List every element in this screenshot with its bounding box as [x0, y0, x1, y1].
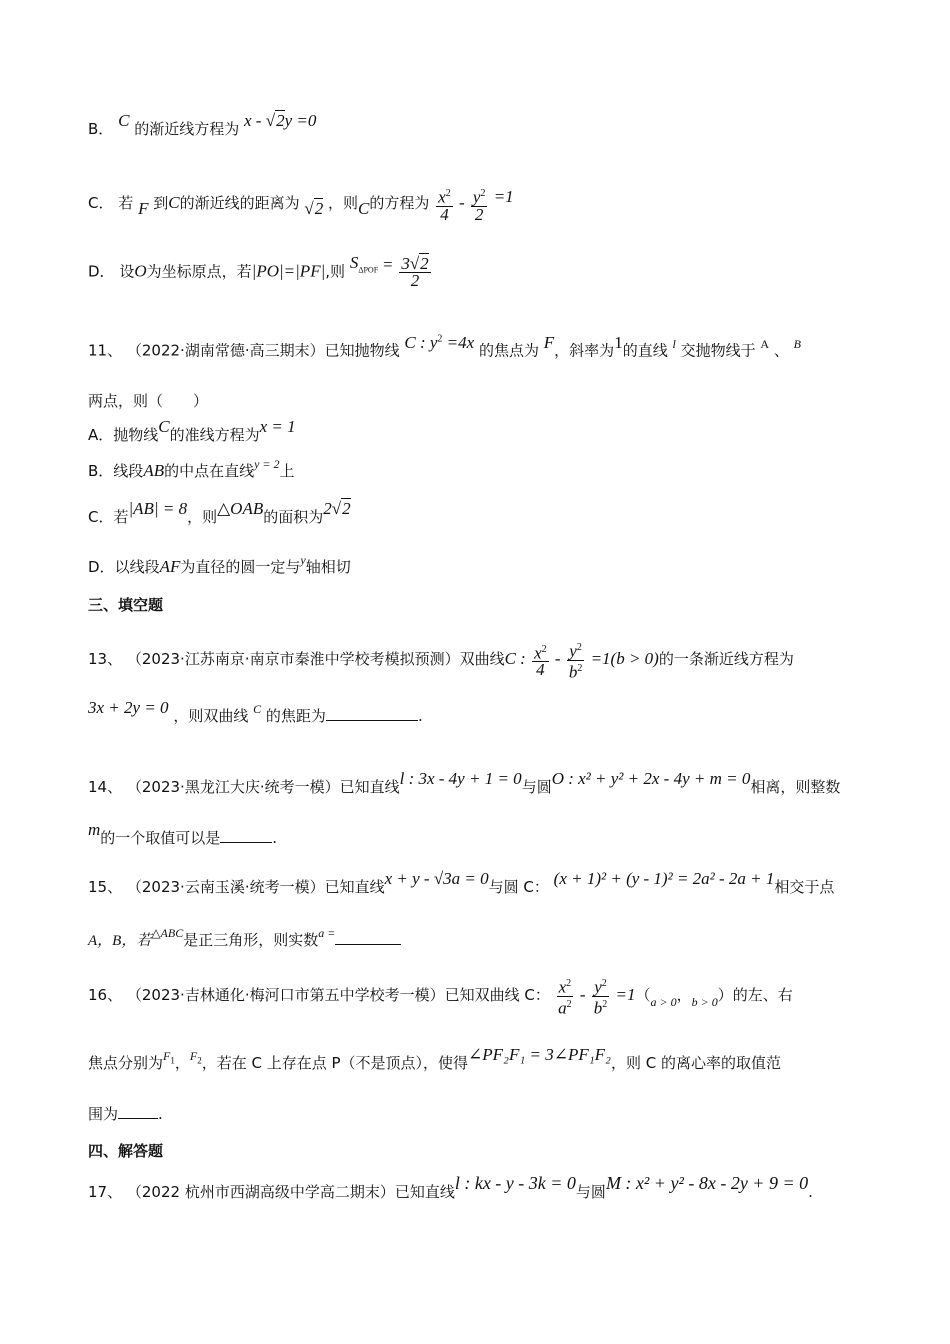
q10-option-d: D． 设O为坐标原点，若|PO|=|PF|,则 $S_{\Delta POF}$ = $\frac{3√2}{2}$: [88, 256, 433, 290]
q16-stem: 16、 （2023·吉林通化·梅河口市第五中学校考一模）已知双曲线 C： $\frac{x^2}{a^2}$ - $\frac{y^2}{b^2}$ $=1(_{a > 0}$，$_{b > 0}$）的左、右: [88, 977, 793, 1018]
q11-option-d: D．以线段AF为直径的圆一定与$^y$轴相切: [88, 553, 351, 576]
q10-option-b: B． C 的渐近线方程为 x - √2y =0: [88, 111, 317, 138]
q16-stem-cont2: 围为 .: [88, 1102, 163, 1125]
q11-option-a: A．抛物线C的准线方程为x = 1: [88, 417, 296, 444]
q13-answer-blank[interactable]: [326, 704, 418, 721]
q14-stem: 14、 （2023·黑龙江大庆·统考一模）已知直线l : 3x - 4y + 1 = 0与圆O : x² + y² + 2x - 4y + m = 0相离，则整数: [88, 769, 841, 796]
q16-stem-cont: 焦点分别为$^{F_1}$，$^{F_2}$，若在 C 上存在点 P（不是顶点），使得∠PF₂F₁ = 3∠PF₁F₂，则 C 的离心率的取值范: [88, 1045, 781, 1072]
q13-stem: 13、 （2023·江苏南京·南京市秦淮中学校考模拟预测）双曲线C : $\frac{x^2}{4}$ - $\frac{y^2}{b^2}$ =1(b > 0)的一条渐近线方程为: [88, 641, 794, 682]
q14-answer-blank[interactable]: [220, 826, 272, 843]
q13-hyperbola-eq: C : $\frac{x^2}{4}$ - $\frac{y^2}{b^2}$ =1(b > 0): [504, 641, 659, 682]
q15-answer-blank[interactable]: [335, 928, 401, 945]
q13-stem-cont: 3x + 2y = 0 ，则双曲线 $^C$ 的焦距为 .: [88, 698, 423, 725]
q14-stem-cont: m的一个取值可以是 .: [88, 820, 278, 847]
q11-stem: 11、 （2022·湖南常德·高三期末）已知抛物线 C : $y^2 =4x$ 的焦点为 F，斜率为1的直线 $^l$ 交抛物线于 $^A$ 、 $^B$: [88, 332, 801, 360]
q11-stem-cont: 两点，则（ ）: [88, 392, 209, 410]
q16-answer-blank[interactable]: [118, 1102, 158, 1119]
q15-stem-cont: A，B，若$^{\triangle ABC}$是正三角形，则实数$^{a =}$: [88, 928, 401, 952]
q10-c-equation: $\frac{x^2}{4}$ - $\frac{y^2}{2}$ =1: [438, 187, 514, 224]
q10-d-area-value: $\frac{3√2}{2}$: [401, 254, 429, 290]
q11-option-c: C．若|AB| = 8，则△OAB的面积为2√2: [88, 499, 351, 526]
q11-option-b: B．线段AB的中点在直线$^{y = 2}$上: [88, 457, 295, 480]
q15-stem: 15、 （2023·云南玉溪·统考一模）已知直线x + y - √3a = 0与圆 C： (x + 1)² + (y - 1)² = 2a² - 2a + 1相交于点: [88, 869, 835, 896]
section-answer-heading: 四、解答题: [88, 1142, 164, 1160]
q10-b-equation: x - √2y =0: [244, 111, 317, 130]
q17-stem: 17、 （2022 杭州市西湖高级中学高二期末）已知直线l : kx - y - 3k = 0与圆M : x² + y² - 8x - 2y + 9 = 0.: [88, 1173, 813, 1201]
q16-hyperbola-eq: $\frac{x^2}{a^2}$ - $\frac{y^2}{b^2}$ =1: [558, 977, 636, 1018]
q10-option-c: C． 若 F 到C的渐近线的距离为 √2 ，则C的方程为 $\frac{x^2}{4}$ - $\frac{y^2}{2}$ =1: [88, 187, 514, 224]
q11-parabola-eq: C : $y^2 =4x$: [404, 332, 475, 352]
section-fill-in-blank-heading: 三、填空题: [88, 596, 164, 614]
